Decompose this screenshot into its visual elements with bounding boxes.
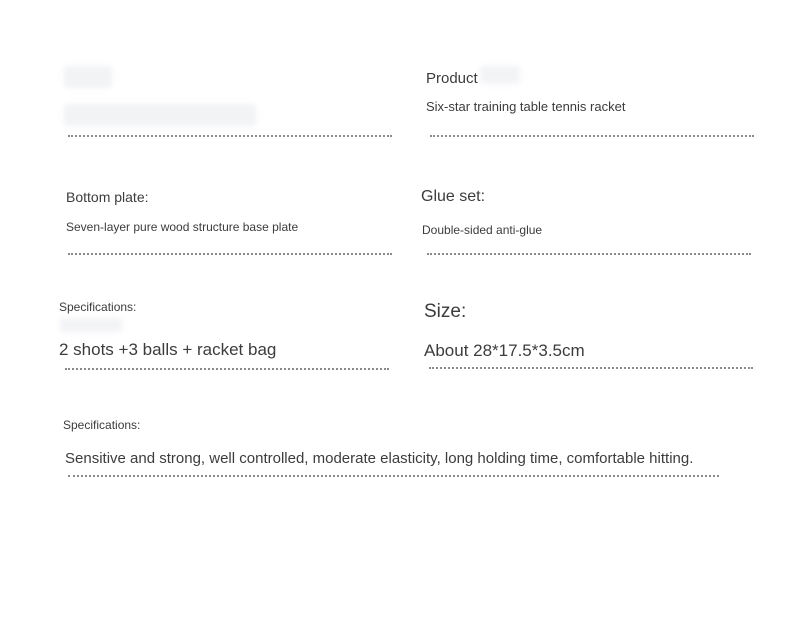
bottom-plate-value: Seven-layer pure wood structure base plate <box>66 220 299 234</box>
field-divider <box>427 253 751 255</box>
features-spec-label: Specifications: <box>63 418 141 432</box>
product-value: Six-star training table tennis racket <box>426 99 626 114</box>
field-divider <box>429 367 753 369</box>
field-divider <box>68 253 392 255</box>
package-spec-value: 2 shots +3 balls + racket bag <box>59 340 277 359</box>
package-spec-label: Specifications: <box>59 300 137 314</box>
blurred-label-placeholder <box>60 318 122 332</box>
product-label: Product <box>426 70 478 87</box>
glue-set-label: Glue set: <box>421 188 486 205</box>
field-divider <box>68 475 719 477</box>
blurred-label-placeholder <box>480 66 520 84</box>
blurred-value-placeholder <box>64 104 256 126</box>
blurred-label-placeholder <box>64 66 112 88</box>
features-spec-value: Sensitive and strong, well controlled, moderate elasticity, long holding time, comfortable hitting. <box>65 450 694 467</box>
field-divider <box>65 368 389 370</box>
bottom-plate-label: Bottom plate: <box>66 189 149 205</box>
glue-set-value: Double-sided anti-glue <box>422 223 543 237</box>
field-divider <box>430 135 754 137</box>
size-label: Size: <box>424 301 467 322</box>
size-value: About 28*17.5*3.5cm <box>424 341 585 360</box>
field-divider <box>68 135 392 137</box>
